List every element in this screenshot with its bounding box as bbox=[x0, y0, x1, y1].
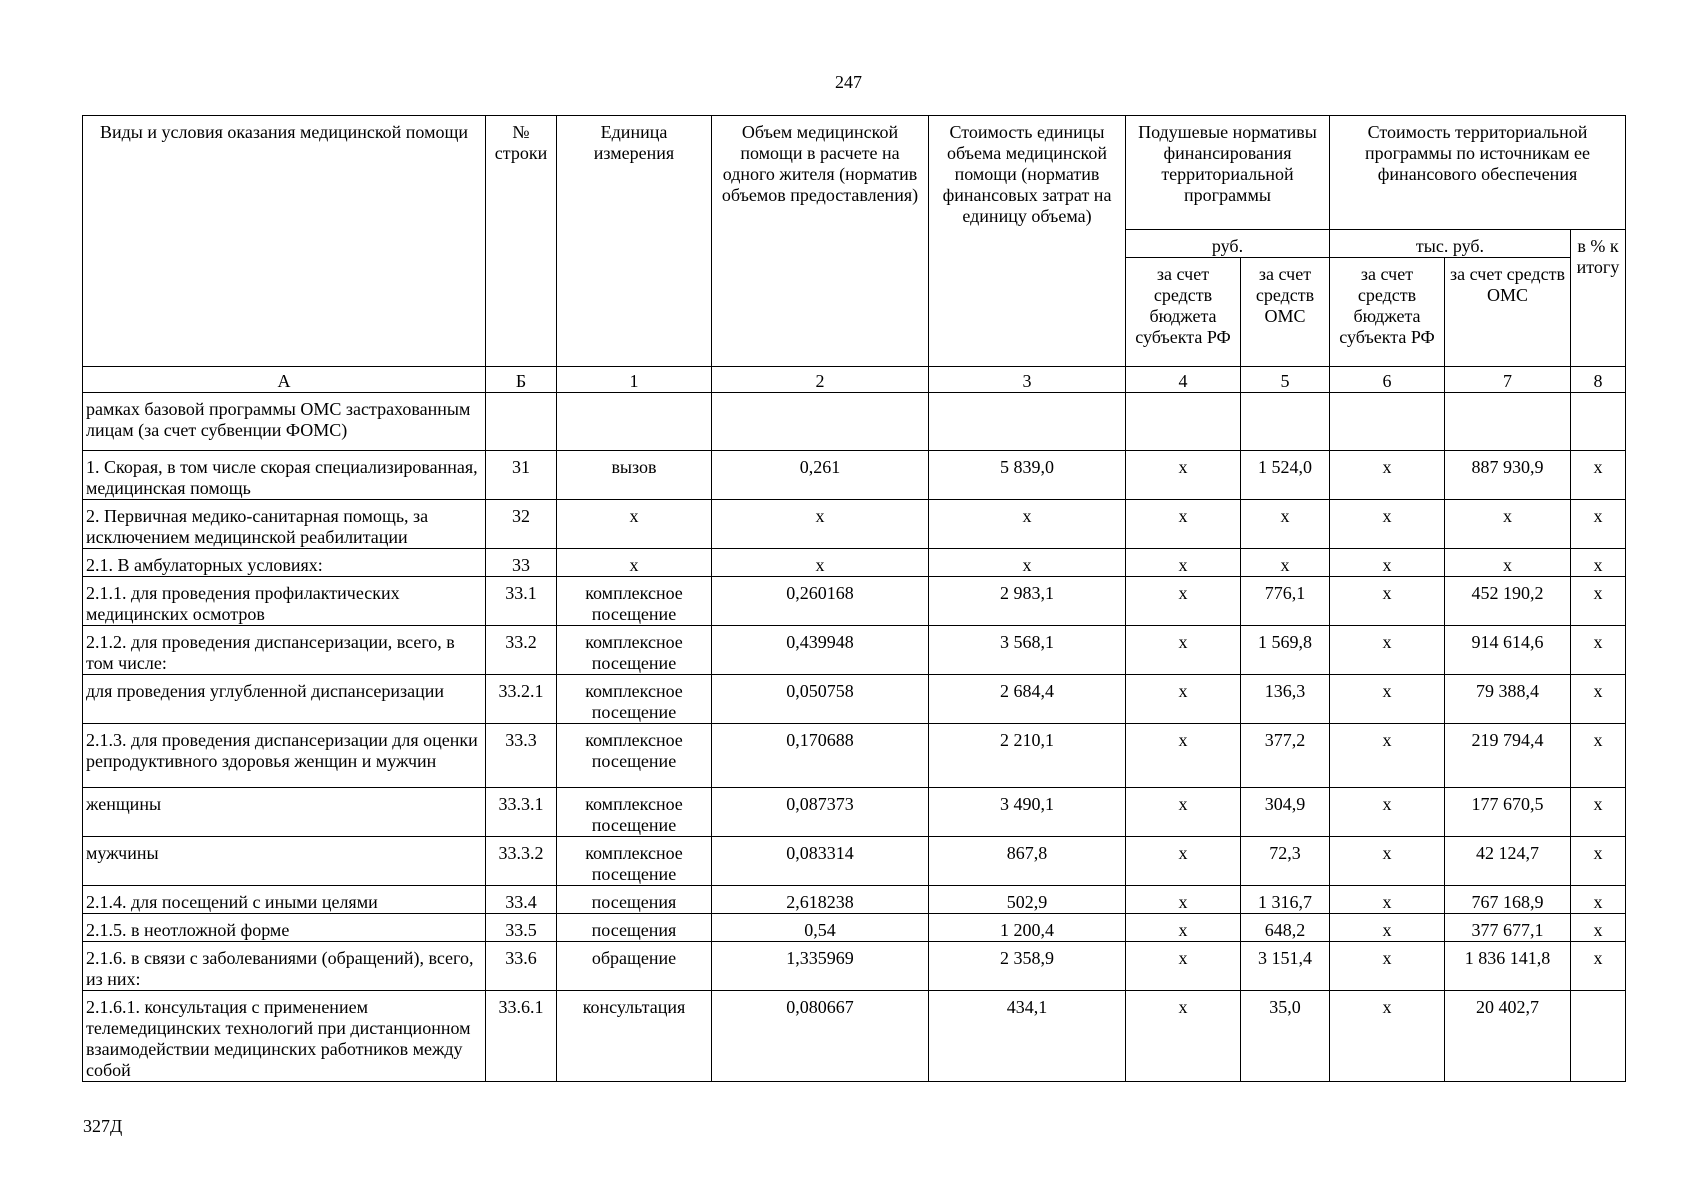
row-oms-thous bbox=[1445, 393, 1571, 451]
row-budget-rub: x bbox=[1126, 914, 1241, 942]
row-percent: x bbox=[1571, 626, 1626, 675]
header-oms-thous: за счет средств ОМС bbox=[1445, 258, 1571, 367]
row-budget-thous: x bbox=[1330, 549, 1445, 577]
row-budget-rub: x bbox=[1126, 675, 1241, 724]
row-percent: x bbox=[1571, 837, 1626, 886]
row-oms-rub: 3 151,4 bbox=[1241, 942, 1330, 991]
row-name: 1. Скорая, в том числе скорая специализированная, медицинская помощь bbox=[83, 451, 486, 500]
row-budget-rub: x bbox=[1126, 626, 1241, 675]
row-number: 33.6.1 bbox=[486, 991, 557, 1082]
table-row bbox=[83, 942, 1626, 991]
row-percent: x bbox=[1571, 577, 1626, 626]
row-unit-cost: 867,8 bbox=[929, 837, 1126, 886]
row-budget-thous bbox=[1330, 393, 1445, 451]
col-index: 8 bbox=[1571, 367, 1626, 393]
row-budget-rub: x bbox=[1126, 837, 1241, 886]
header-row-number: № строки bbox=[486, 116, 557, 367]
row-budget-thous: x bbox=[1330, 886, 1445, 914]
row-oms-rub bbox=[1241, 393, 1330, 451]
header-program-cost: Стоимость территориальной программы по источникам ее финансового обеспечения bbox=[1330, 116, 1626, 230]
row-budget-rub: x bbox=[1126, 886, 1241, 914]
row-budget-rub: x bbox=[1126, 500, 1241, 549]
row-budget-rub: x bbox=[1126, 451, 1241, 500]
row-unit-cost: x bbox=[929, 549, 1126, 577]
row-budget-rub: x bbox=[1126, 724, 1241, 788]
header-thous-rub: тыс. руб. bbox=[1330, 230, 1571, 258]
row-oms-thous: 452 190,2 bbox=[1445, 577, 1571, 626]
row-percent: x bbox=[1571, 675, 1626, 724]
row-percent: x bbox=[1571, 549, 1626, 577]
row-number: 33.1 bbox=[486, 577, 557, 626]
row-unit: посещения bbox=[557, 914, 712, 942]
col-index: 3 bbox=[929, 367, 1126, 393]
row-budget-rub: x bbox=[1126, 549, 1241, 577]
header-volume: Объем медицинской помощи в расчете на одного жителя (норматив объемов предоставления) bbox=[712, 116, 929, 367]
row-oms-thous: 79 388,4 bbox=[1445, 675, 1571, 724]
row-volume: x bbox=[712, 500, 929, 549]
row-unit: комплексное посещение bbox=[557, 788, 712, 837]
row-number: 33.5 bbox=[486, 914, 557, 942]
row-oms-rub: 1 569,8 bbox=[1241, 626, 1330, 675]
row-unit: x bbox=[557, 549, 712, 577]
row-oms-thous: 887 930,9 bbox=[1445, 451, 1571, 500]
header-unit-cost: Стоимость единицы объема медицинской помощи (норматив финансовых затрат на единицу объема) bbox=[929, 116, 1126, 367]
col-index: 2 bbox=[712, 367, 929, 393]
row-number: 33.3.2 bbox=[486, 837, 557, 886]
page-number: 247 bbox=[835, 72, 862, 92]
row-unit-cost: 3 568,1 bbox=[929, 626, 1126, 675]
row-oms-thous: x bbox=[1445, 500, 1571, 549]
table-row bbox=[83, 724, 1626, 788]
row-volume: 0,083314 bbox=[712, 837, 929, 886]
row-budget-thous: x bbox=[1330, 914, 1445, 942]
row-oms-thous: 219 794,4 bbox=[1445, 724, 1571, 788]
row-name: 2.1.6.1. консультация с применением телемедицинских технологий при дистанционном взаимодействии медицинских работников между собой bbox=[83, 991, 486, 1082]
table-row bbox=[83, 549, 1626, 577]
row-volume: 0,54 bbox=[712, 914, 929, 942]
row-number: 33.4 bbox=[486, 886, 557, 914]
row-oms-rub: 72,3 bbox=[1241, 837, 1330, 886]
row-unit-cost: 3 490,1 bbox=[929, 788, 1126, 837]
header-rub: руб. bbox=[1126, 230, 1330, 258]
row-unit: комплексное посещение bbox=[557, 837, 712, 886]
row-name: женщины bbox=[83, 788, 486, 837]
row-unit-cost: 5 839,0 bbox=[929, 451, 1126, 500]
row-volume: 0,170688 bbox=[712, 724, 929, 788]
row-volume: x bbox=[712, 549, 929, 577]
row-unit: комплексное посещение bbox=[557, 626, 712, 675]
row-name: 2.1.4. для посещений с иными целями bbox=[83, 886, 486, 914]
row-oms-rub: 776,1 bbox=[1241, 577, 1330, 626]
row-oms-thous: 377 677,1 bbox=[1445, 914, 1571, 942]
row-unit-cost: 2 210,1 bbox=[929, 724, 1126, 788]
row-volume: 0,260168 bbox=[712, 577, 929, 626]
header-budget-thous: за счет средств бюджета субъекта РФ bbox=[1330, 258, 1445, 367]
row-percent: x bbox=[1571, 724, 1626, 788]
row-budget-rub bbox=[1126, 393, 1241, 451]
row-oms-thous: 767 168,9 bbox=[1445, 886, 1571, 914]
table-row bbox=[83, 451, 1626, 500]
col-index: 6 bbox=[1330, 367, 1445, 393]
row-unit: комплексное посещение bbox=[557, 724, 712, 788]
row-number: 32 bbox=[486, 500, 557, 549]
col-index: 1 bbox=[557, 367, 712, 393]
row-number: 33.3.1 bbox=[486, 788, 557, 837]
row-oms-rub: 648,2 bbox=[1241, 914, 1330, 942]
table-row bbox=[83, 500, 1626, 549]
table-row bbox=[83, 914, 1626, 942]
col-index: Б bbox=[486, 367, 557, 393]
row-budget-thous: x bbox=[1330, 675, 1445, 724]
row-unit: посещения bbox=[557, 886, 712, 914]
row-name: 2.1.3. для проведения диспансеризации для оценки репродуктивного здоровья женщин и мужчин bbox=[83, 724, 486, 788]
table-row bbox=[83, 577, 1626, 626]
row-unit-cost: 502,9 bbox=[929, 886, 1126, 914]
row-unit-cost: 2 684,4 bbox=[929, 675, 1126, 724]
header-oms-rub: за счет средств ОМС bbox=[1241, 258, 1330, 367]
col-index: А bbox=[83, 367, 486, 393]
table-row bbox=[83, 675, 1626, 724]
row-unit-cost: 2 358,9 bbox=[929, 942, 1126, 991]
row-budget-thous: x bbox=[1330, 500, 1445, 549]
row-number: 33.6 bbox=[486, 942, 557, 991]
row-percent bbox=[1571, 991, 1626, 1082]
row-budget-thous: x bbox=[1330, 626, 1445, 675]
row-oms-thous: 1 836 141,8 bbox=[1445, 942, 1571, 991]
row-budget-thous: x bbox=[1330, 788, 1445, 837]
row-budget-thous: x bbox=[1330, 942, 1445, 991]
column-index-row bbox=[83, 367, 1626, 393]
table-row bbox=[83, 886, 1626, 914]
row-name: 2.1.6. в связи с заболеваниями (обращений), всего, из них: bbox=[83, 942, 486, 991]
row-volume: 0,050758 bbox=[712, 675, 929, 724]
row-number: 31 bbox=[486, 451, 557, 500]
col-index: 5 bbox=[1241, 367, 1330, 393]
row-budget-thous: x bbox=[1330, 577, 1445, 626]
row-oms-rub: 35,0 bbox=[1241, 991, 1330, 1082]
header-per-capita: Подушевые нормативы финансирования территориальной программы bbox=[1126, 116, 1330, 230]
table-row bbox=[83, 837, 1626, 886]
row-unit-cost: 2 983,1 bbox=[929, 577, 1126, 626]
row-oms-thous: 914 614,6 bbox=[1445, 626, 1571, 675]
row-volume: 0,261 bbox=[712, 451, 929, 500]
table-row bbox=[83, 991, 1626, 1082]
row-percent: x bbox=[1571, 886, 1626, 914]
row-name: 2.1. В амбулаторных условиях: bbox=[83, 549, 486, 577]
row-percent: x bbox=[1571, 914, 1626, 942]
row-percent: x bbox=[1571, 451, 1626, 500]
row-unit: комплексное посещение bbox=[557, 577, 712, 626]
row-volume: 0,080667 bbox=[712, 991, 929, 1082]
row-percent: x bbox=[1571, 788, 1626, 837]
row-number: 33 bbox=[486, 549, 557, 577]
row-oms-thous: 42 124,7 bbox=[1445, 837, 1571, 886]
row-name: для проведения углубленной диспансеризации bbox=[83, 675, 486, 724]
row-oms-rub: 377,2 bbox=[1241, 724, 1330, 788]
table-row bbox=[83, 626, 1626, 675]
row-unit-cost: 434,1 bbox=[929, 991, 1126, 1082]
row-budget-rub: x bbox=[1126, 577, 1241, 626]
header-services: Виды и условия оказания медицинской помощи bbox=[83, 116, 486, 367]
row-unit: комплексное посещение bbox=[557, 675, 712, 724]
table-body bbox=[83, 393, 1626, 1082]
row-unit: консультация bbox=[557, 991, 712, 1082]
row-budget-thous: x bbox=[1330, 991, 1445, 1082]
row-oms-rub: 304,9 bbox=[1241, 788, 1330, 837]
header-unit: Единица измерения bbox=[557, 116, 712, 367]
row-unit bbox=[557, 393, 712, 451]
row-percent: x bbox=[1571, 500, 1626, 549]
row-name: 2.1.1. для проведения профилактических медицинских осмотров bbox=[83, 577, 486, 626]
row-budget-rub: x bbox=[1126, 942, 1241, 991]
row-budget-rub: x bbox=[1126, 788, 1241, 837]
col-index: 4 bbox=[1126, 367, 1241, 393]
header-budget-rub: за счет средств бюджета субъекта РФ bbox=[1126, 258, 1241, 367]
row-name: 2.1.5. в неотложной форме bbox=[83, 914, 486, 942]
row-volume: 0,087373 bbox=[712, 788, 929, 837]
row-number: 33.3 bbox=[486, 724, 557, 788]
financing-table bbox=[82, 115, 1626, 1082]
row-percent: x bbox=[1571, 942, 1626, 991]
row-volume: 2,618238 bbox=[712, 886, 929, 914]
table-row bbox=[83, 393, 1626, 451]
row-number: 33.2.1 bbox=[486, 675, 557, 724]
row-budget-thous: x bbox=[1330, 724, 1445, 788]
row-budget-thous: x bbox=[1330, 837, 1445, 886]
col-index: 7 bbox=[1445, 367, 1571, 393]
row-name: 2.1.2. для проведения диспансеризации, всего, в том числе: bbox=[83, 626, 486, 675]
row-unit-cost bbox=[929, 393, 1126, 451]
row-volume: 0,439948 bbox=[712, 626, 929, 675]
row-unit: обращение bbox=[557, 942, 712, 991]
row-number bbox=[486, 393, 557, 451]
row-oms-rub: 1 316,7 bbox=[1241, 886, 1330, 914]
row-volume bbox=[712, 393, 929, 451]
row-unit-cost: 1 200,4 bbox=[929, 914, 1126, 942]
row-oms-rub: 136,3 bbox=[1241, 675, 1330, 724]
row-oms-thous: x bbox=[1445, 549, 1571, 577]
row-budget-thous: x bbox=[1330, 451, 1445, 500]
row-oms-rub: x bbox=[1241, 500, 1330, 549]
row-volume: 1,335969 bbox=[712, 942, 929, 991]
row-unit: вызов bbox=[557, 451, 712, 500]
table-header bbox=[83, 116, 1626, 393]
row-unit: x bbox=[557, 500, 712, 549]
row-oms-rub: 1 524,0 bbox=[1241, 451, 1330, 500]
row-name: рамках базовой программы ОМС застрахованным лицам (за счет субвенции ФОМС) bbox=[83, 393, 486, 451]
row-oms-rub: x bbox=[1241, 549, 1330, 577]
row-name: мужчины bbox=[83, 837, 486, 886]
row-number: 33.2 bbox=[486, 626, 557, 675]
table-row bbox=[83, 788, 1626, 837]
row-budget-rub: x bbox=[1126, 991, 1241, 1082]
row-unit-cost: x bbox=[929, 500, 1126, 549]
row-percent bbox=[1571, 393, 1626, 451]
row-oms-thous: 20 402,7 bbox=[1445, 991, 1571, 1082]
row-name: 2. Первичная медико-санитарная помощь, за исключением медицинской реабилитации bbox=[83, 500, 486, 549]
row-oms-thous: 177 670,5 bbox=[1445, 788, 1571, 837]
document-code: 327Д bbox=[83, 1116, 123, 1136]
header-percent: в % к итогу bbox=[1571, 230, 1626, 367]
